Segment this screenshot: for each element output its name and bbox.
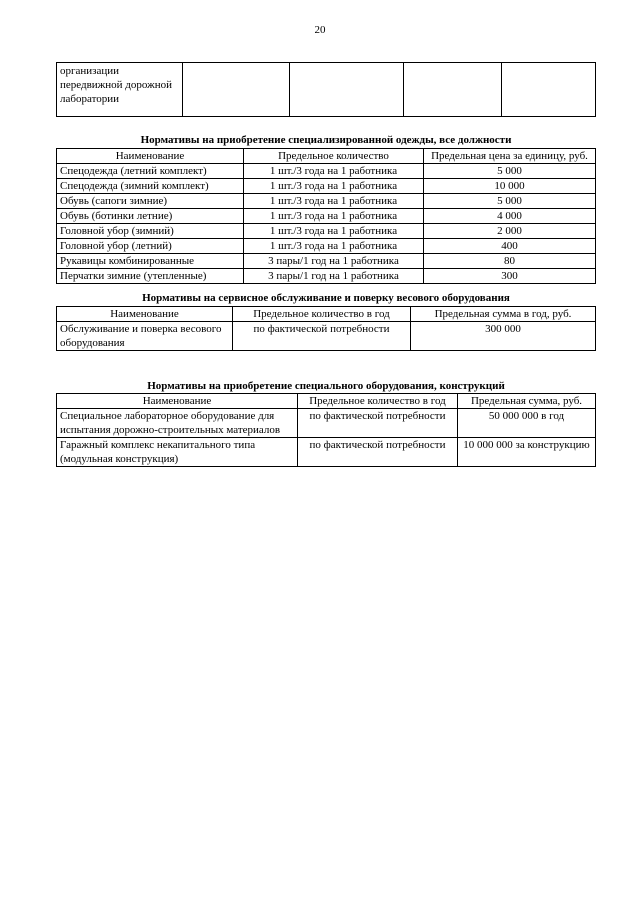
equipment-heading: Нормативы на приобретение специального оборудования, конструкций: [147, 380, 505, 392]
table-header-row: [57, 394, 596, 409]
column-header: Предельная сумма, руб.: [458, 394, 596, 409]
item-price: 300: [424, 269, 596, 284]
continuation-table: [56, 62, 596, 117]
item-quantity: 1 шт./3 года на 1 работника: [244, 224, 424, 239]
page-number: 20: [314, 24, 326, 36]
table-row: [57, 224, 596, 239]
column-header: Наименование: [57, 307, 233, 322]
table-row: [57, 209, 596, 224]
item-name: Обувь (ботинки летние): [57, 209, 244, 224]
clothing-heading: Нормативы на приобретение специализированной одежды, все должности: [140, 134, 512, 146]
table-row: [57, 269, 596, 284]
item-price: 50 000 000 в год: [458, 409, 596, 438]
item-name: Рукавицы комбинированные: [57, 254, 244, 269]
item-price: 5 000: [424, 194, 596, 209]
column-header: Предельное количество в год: [298, 394, 458, 409]
table-row: [57, 63, 596, 117]
table-row: [57, 322, 596, 351]
table-row: [57, 409, 596, 438]
table-cell-empty: [502, 63, 596, 117]
item-name: Спецодежда (летний комплект): [57, 164, 244, 179]
column-header: Предельное количество: [244, 149, 424, 164]
item-price: 10 000: [424, 179, 596, 194]
item-price: 400: [424, 239, 596, 254]
column-header: Предельное количество в год: [233, 307, 411, 322]
column-header: Наименование: [57, 149, 244, 164]
table-row: [57, 194, 596, 209]
table-cell-empty: [290, 63, 404, 117]
item-name: Головной убор (зимний): [57, 224, 244, 239]
item-name: Спецодежда (зимний комплект): [57, 179, 244, 194]
item-name: Специальное лабораторное оборудование для испытания дорожно-строительных материалов: [57, 409, 298, 438]
table-header-row: [57, 149, 596, 164]
item-name: Головной убор (летний): [57, 239, 244, 254]
item-quantity: 1 шт./3 года на 1 работника: [244, 209, 424, 224]
table-cell: организации передвижной дорожной лаборатории: [57, 63, 183, 117]
table-cell-empty: [183, 63, 290, 117]
column-header: Наименование: [57, 394, 298, 409]
table-row: [57, 438, 596, 467]
item-name: Обувь (сапоги зимние): [57, 194, 244, 209]
item-quantity: 1 шт./3 года на 1 работника: [244, 194, 424, 209]
item-price: 4 000: [424, 209, 596, 224]
clothing-table: [56, 148, 596, 284]
item-price: 5 000: [424, 164, 596, 179]
item-price: 80: [424, 254, 596, 269]
service-table: [56, 306, 596, 351]
equipment-table: [56, 393, 596, 467]
table-row: [57, 254, 596, 269]
column-header: Предельная цена за единицу, руб.: [424, 149, 596, 164]
column-header: Предельная сумма в год, руб.: [411, 307, 596, 322]
item-quantity: 1 шт./3 года на 1 работника: [244, 164, 424, 179]
item-quantity: 1 шт./3 года на 1 работника: [244, 239, 424, 254]
item-quantity: 1 шт./3 года на 1 работника: [244, 179, 424, 194]
item-name: Гаражный комплекс некапитального типа (модульная конструкция): [57, 438, 298, 467]
item-quantity: по фактической потребности: [298, 409, 458, 438]
item-name: Перчатки зимние (утепленные): [57, 269, 244, 284]
item-price: 2 000: [424, 224, 596, 239]
service-heading: Нормативы на сервисное обслуживание и поверку весового оборудования: [142, 292, 510, 304]
item-quantity: по фактической потребности: [298, 438, 458, 467]
item-quantity: по фактической потребности: [233, 322, 411, 351]
table-cell-empty: [404, 63, 502, 117]
item-name: Обслуживание и поверка весового оборудования: [57, 322, 233, 351]
table-header-row: [57, 307, 596, 322]
item-quantity: 3 пары/1 год на 1 работника: [244, 269, 424, 284]
item-quantity: 3 пары/1 год на 1 работника: [244, 254, 424, 269]
table-row: [57, 164, 596, 179]
item-price: 10 000 000 за конструкцию: [458, 438, 596, 467]
table-row: [57, 239, 596, 254]
item-price: 300 000: [411, 322, 596, 351]
table-row: [57, 179, 596, 194]
